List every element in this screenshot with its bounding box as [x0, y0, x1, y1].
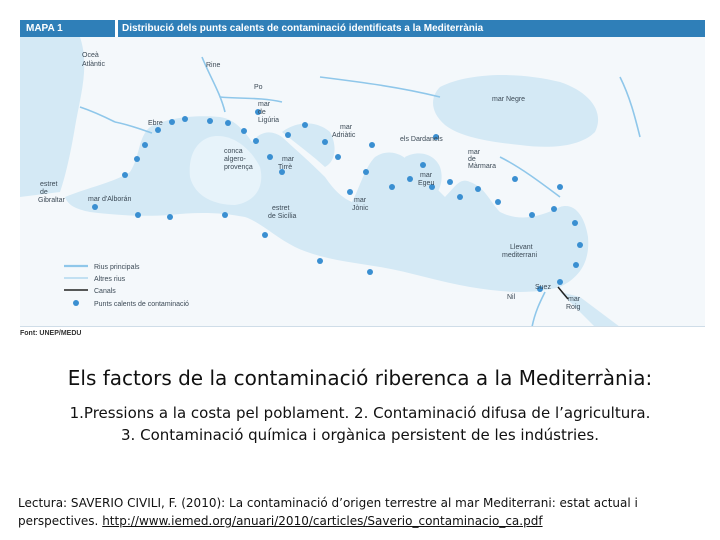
legend-hotspot-swatch — [73, 300, 79, 306]
hotspot-dot — [134, 156, 140, 162]
label-red-sea-1: mar — [568, 296, 581, 303]
hotspot-dot — [225, 120, 231, 126]
label-marmara-3: Màrmara — [468, 163, 497, 170]
hotspot-dot — [335, 154, 341, 160]
hotspot-dot — [92, 204, 98, 210]
reading-link[interactable]: http://www.iemed.org/anuari/2010/carticles/Saverio_contaminacio_ca.pdf — [102, 514, 543, 528]
label-ionian-1: mar — [354, 197, 367, 204]
reading-citation: Lectura: SAVERIO CIVILI, F. (2010): La contaminació d’origen terrestre al mar Mediterrani: estat actual i perspectives. — [18, 496, 638, 528]
hotspot-dot — [135, 212, 141, 218]
hotspot-dot — [167, 214, 173, 220]
hotspot-dot — [407, 176, 413, 182]
map-title: Distribució dels punts calents de contaminació identificats a la Mediterrània — [122, 23, 484, 34]
label-levant-2: mediterrani — [502, 252, 538, 259]
mediterranean-map — [20, 37, 705, 327]
label-ionian-2: Jònic — [352, 205, 369, 212]
label-gibraltar-3: Gibraltar — [38, 197, 65, 204]
map-number: MAPA 1 — [26, 23, 63, 34]
label-algero-provencal-1: conca — [224, 148, 243, 155]
label-marmara-1: mar — [468, 149, 481, 156]
label-po: Po — [254, 84, 263, 91]
hotspot-dot — [322, 139, 328, 145]
label-adriatic-1: mar — [340, 124, 353, 131]
hotspot-dot — [551, 206, 557, 212]
label-suez: Suez — [535, 284, 551, 291]
hotspot-dot — [155, 127, 161, 133]
hotspot-dot — [253, 138, 259, 144]
legend-canals: Canals — [94, 288, 116, 295]
hotspot-dot — [457, 194, 463, 200]
label-ligurian-1: mar — [258, 101, 271, 108]
label-tyrrhenian-1: mar — [282, 156, 295, 163]
legend-other-rivers: Altres rius — [94, 276, 126, 283]
label-algero-provencal-2: algero- — [224, 156, 246, 163]
hotspot-dot — [572, 220, 578, 226]
hotspot-dot — [475, 186, 481, 192]
hotspot-dot — [557, 279, 563, 285]
hotspot-dot — [529, 212, 535, 218]
caption-title: Els factors de la contaminació riberenca a la Mediterrània: — [67, 366, 653, 390]
hotspot-dot — [495, 199, 501, 205]
label-tyrrhenian-2: Tirrè — [278, 164, 293, 171]
hotspot-dot — [557, 184, 563, 190]
hotspot-dot — [420, 162, 426, 168]
hotspot-dot — [317, 258, 323, 264]
caption-line-2: 3. Contaminació química i orgànica persistent de les indústries. — [121, 426, 599, 444]
hotspot-dot — [241, 128, 247, 134]
label-atlantic-1: Oceà — [82, 52, 99, 59]
label-alboran: mar d'Alborán — [88, 196, 132, 203]
hotspot-dot — [302, 122, 308, 128]
label-sicily-2: de Sicília — [268, 213, 297, 220]
label-rhine: Rine — [206, 62, 221, 69]
label-algero-provencal-3: provença — [224, 164, 253, 171]
legend-hotspots: Punts calents de contaminació — [94, 301, 189, 308]
label-atlantic-2: Atlàntic — [82, 61, 105, 68]
hotspot-dot — [285, 132, 291, 138]
hotspot-dot — [142, 142, 148, 148]
label-aegean-1: mar — [420, 172, 433, 179]
label-aegean-2: Egeu — [418, 180, 435, 187]
hotspot-dot — [267, 154, 273, 160]
reading-reference — [18, 494, 708, 530]
hotspot-dot — [182, 116, 188, 122]
label-dardanelles: els Dardanels — [400, 136, 443, 143]
hotspot-dot — [363, 169, 369, 175]
label-black-sea: mar Negre — [492, 96, 526, 103]
legend-main-rivers: Rius principals — [94, 264, 140, 271]
hotspot-dot — [369, 142, 375, 148]
hotspot-dot — [573, 262, 579, 268]
label-gibraltar-2: de — [40, 189, 48, 196]
map-source: Font: UNEP/MEDU — [20, 330, 82, 337]
hotspot-dot — [512, 176, 518, 182]
label-adriatic-2: Adriàtic — [332, 132, 356, 139]
hotspot-dot — [169, 119, 175, 125]
hotspot-dot — [122, 172, 128, 178]
caption-line-1: 1.Pressions a la costa pel poblament. 2. Contaminació difusa de l’agricultura. — [69, 404, 651, 422]
label-ligurian-3: Ligúria — [258, 117, 280, 124]
hotspot-dot — [389, 184, 395, 190]
label-ligurian-2: de — [258, 109, 266, 116]
hotspot-dot — [447, 179, 453, 185]
label-marmara-2: de — [468, 156, 476, 163]
hotspot-dot — [207, 118, 213, 124]
label-sicily-1: estret — [272, 205, 290, 212]
header-separator — [115, 20, 118, 37]
label-levant-1: Llevant — [510, 244, 533, 251]
hotspot-dot — [222, 212, 228, 218]
label-nile: Nil — [507, 294, 516, 301]
hotspot-dot — [262, 232, 268, 238]
label-gibraltar-1: estret — [40, 181, 58, 188]
label-ebro: Ebre — [148, 120, 163, 127]
hotspot-dot — [347, 189, 353, 195]
map-header-bar — [20, 20, 705, 37]
hotspot-dot — [367, 269, 373, 275]
label-red-sea-2: Roig — [566, 304, 581, 311]
hotspot-dot — [577, 242, 583, 248]
